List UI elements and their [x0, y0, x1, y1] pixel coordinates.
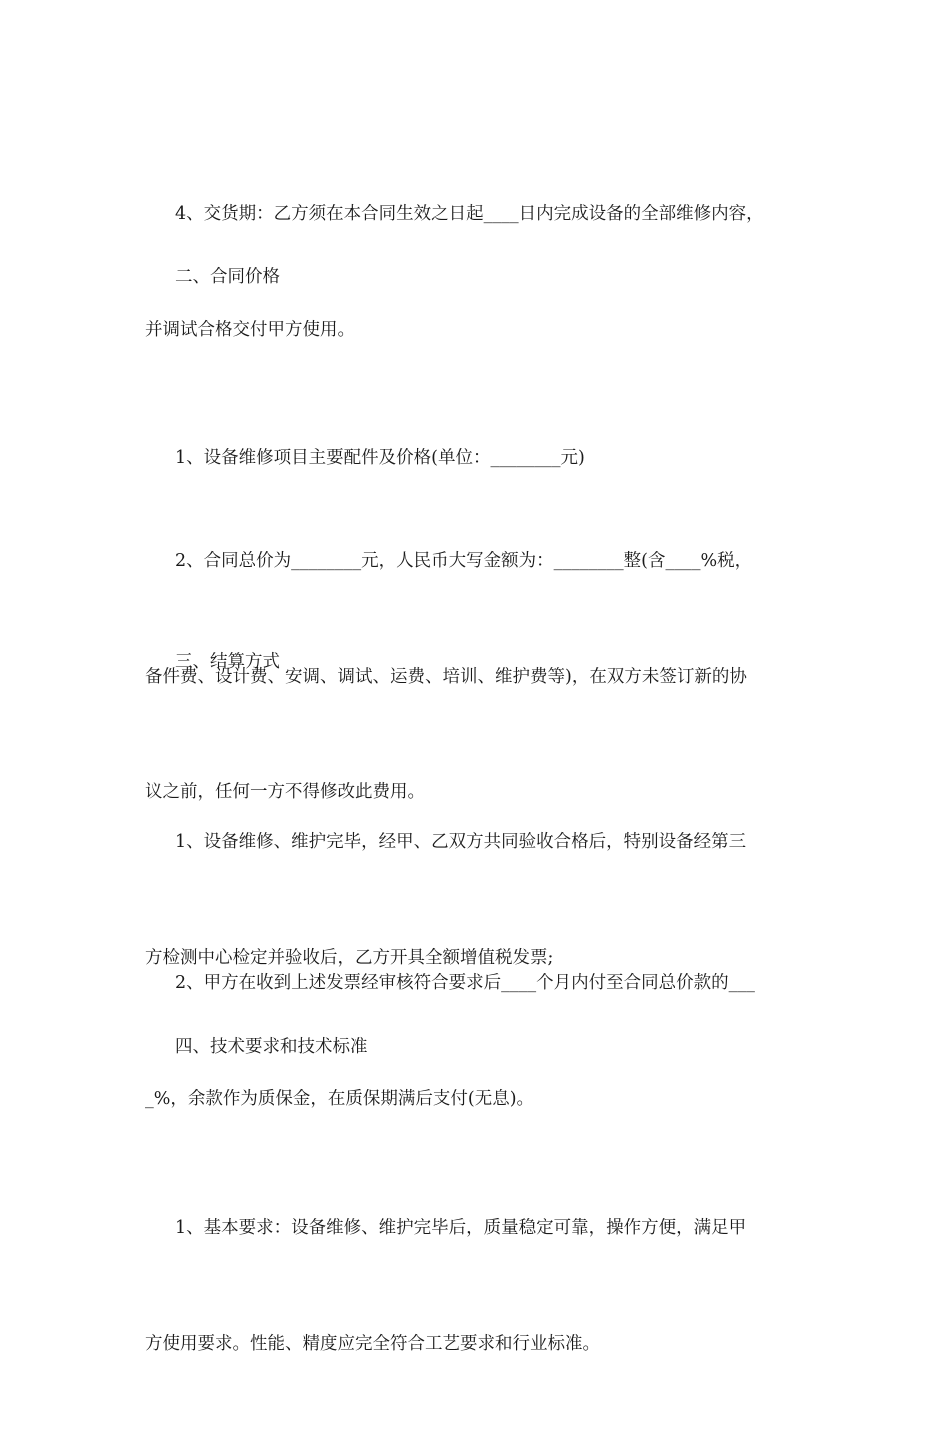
paragraph-line: 2、合同总价为________元，人民币大写金额为：________整(含____%税，: [175, 551, 753, 571]
paragraph-line: 并调试合格交付甲方使用。: [145, 319, 355, 340]
section-heading-technical-requirements: 四、技术要求和技术标准: [175, 1037, 368, 1057]
paragraph-line: 1、设备维修、维护完毕，经甲、乙双方共同验收合格后，特别设备经第三: [175, 832, 747, 852]
paragraph-line: 4、交货期：乙方须在本合同生效之日起____日内完成设备的全部维修内容，: [175, 204, 764, 224]
section-heading-contract-price: 二、合同价格: [175, 267, 280, 287]
paragraph-line: 方检测中心检定并验收后，乙方开具全额增值税发票;: [145, 947, 554, 968]
paragraph-line: 1、设备维修项目主要配件及价格(单位：________元): [175, 448, 585, 468]
paragraph-line: _%，余款作为质保金，在质保期满后支付(无息)。: [145, 1088, 535, 1109]
section-heading-settlement: 三、结算方式: [175, 652, 280, 672]
paragraph-line: 1、基本要求：设备维修、维护完毕后，质量稳定可靠，操作方便，满足甲: [175, 1218, 747, 1238]
paragraph-line: 备件费、设计费、安调、调试、运费、培训、维护费等)，在双方未签订新的协: [145, 666, 747, 687]
paragraph-line: 方使用要求。性能、精度应完全符合工艺要求和行业标准。: [145, 1333, 600, 1354]
basic-requirements-paragraph: [145, 1132, 813, 1440]
paragraph-line: 议之前，任何一方不得修改此费用。: [145, 782, 425, 802]
paragraph-line: 2、甲方在收到上述发票经审核符合要求后____个月内付至合同总价款的___: [175, 973, 755, 993]
